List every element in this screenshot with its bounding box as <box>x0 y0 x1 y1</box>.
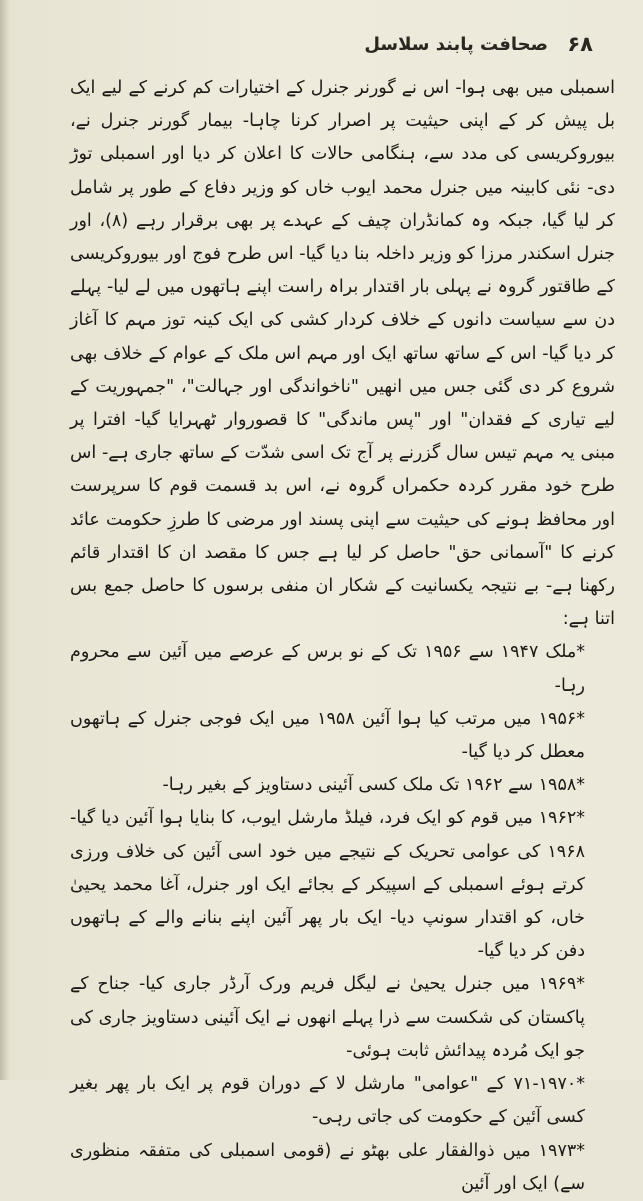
list-item: *۷۱-۱۹۷۰ کے "عوامی" مارشل لا کے دوران قوم پر ایک بار پھر بغیر کسی آئین کے حکومت کی جاتی رہی- <box>70 1074 585 1128</box>
list-item: *۱۹۶۹ میں جنرل یحییٰ نے لیگل فریم ورک آرڈر جاری کیا- جناح کے پاکستان کی شکست سے ذرا پہلے انھوں نے ایک آئینی دستاویز جاری کی جو ایک مُردہ پیدائش ثابت ہوئی- <box>70 974 585 1061</box>
list-item: *۱۹۵۶ میں مرتب کیا ہوا آئین ۱۹۵۸ میں ایک فوجی جنرل کے ہاتھوں معطل کر دیا گیا- <box>70 708 585 763</box>
intro-paragraph: اسمبلی میں بھی ہوا- اس نے گورنر جنرل کے اختیارات کم کرنے کے لیے ایک بل پیش کر کے اپنی حیثیت پر اصرار کرنا چاہا- بیمار گورنر جنرل نے، بیوروکریسی کی مدد سے، ہنگامی حالات کا اعلان کر دیا اور اسمبلی توڑ دی- نئی کابینہ میں جنرل محمد ایوب خاں کو وزیر دفاع کے طور پر شامل کر لیا گیا، جبکہ وہ کمانڈران چیف کے عہدے پر بھی برقرار رہے (۸)، اور جنرل اسکندر مرزا کو وزیر داخلہ بنا دیا گیا- اس طرح فوج اور بیوروکریسی کے طاقتور گروہ نے پہلی بار اقتدار براہ راست اپنے ہاتھوں میں لے لیا- پہلے دن سے سیاست دانوں کے خلاف کردار کشی کی ایک کینہ توز مہم کا آغاز کر دیا گیا- اس کے ساتھ ساتھ ایک اور مہم اس ملک کے عوام کے خلاف بھی شروع کر دی گئی جس میں انھیں "ناخواندگی اور جہالت"، "جمہوریت کے لیے تیاری کے فقدان" اور "پس ماندگی" کا قصوروار ٹھہرایا گیا- افترا پر مبنی یہ مہم تیس سال گزرنے پر آج تک اسی شدّت کے ساتھ جاری ہے- اس طرح خود مقرر کردہ حکمراں گروہ نے، اس بد قسمت قوم کا سرپرست اور محافظ ہونے کی حیثیت سے اپنی پسند اور مرضی کا طرزِ حکومت عائد کرنے کا "آسمانی حق" حاصل کر لیا ہے جس کا مقصد ان کا اقتدار قائم رکھنا ہے- بے نتیجہ یکسانیت کے شکار ان منفی برسوں کا حاصل جمع بس اتنا ہے: <box>70 78 615 630</box>
page-number: ۶۸ <box>567 32 593 56</box>
page-header <box>0 30 643 70</box>
page-edge-shadow <box>0 0 10 1080</box>
page-body <box>70 72 615 1194</box>
list-item: *ملک ۱۹۴۷ سے ۱۹۵۶ تک کے نو برس کے عرصے میں آئین سے محروم رہا- <box>70 642 585 696</box>
list-item: *۱۹۵۸ سے ۱۹۶۲ تک ملک کسی آئینی دستاویز کے بغیر رہا- <box>162 775 585 796</box>
running-title: صحافت پابند سلاسل <box>364 34 548 55</box>
list-item: *۱۹۷۳ میں ذوالفقار علی بھٹو نے (قومی اسمبلی کی متفقہ منظوری سے) ایک اور آئین <box>70 1140 585 1194</box>
list-item: *۱۹۶۲ میں قوم کو ایک فرد، فیلڈ مارشل ایوب، کا بنایا ہوا آئین دیا گیا- ۱۹۶۸ کی عوامی تحریک کے نتیجے میں خود اسی آئین کی خلاف ورزی کرتے ہوئے اسمبلی کے اسپیکر کے بجائے ایک اور جنرل، آغا محمد یحییٰ خاں، کو اقتدار سونپ دیا- ایک بار پھر آئین اپنے بنانے والے کے ہاتھوں دفن کر دیا گیا- <box>70 808 585 962</box>
